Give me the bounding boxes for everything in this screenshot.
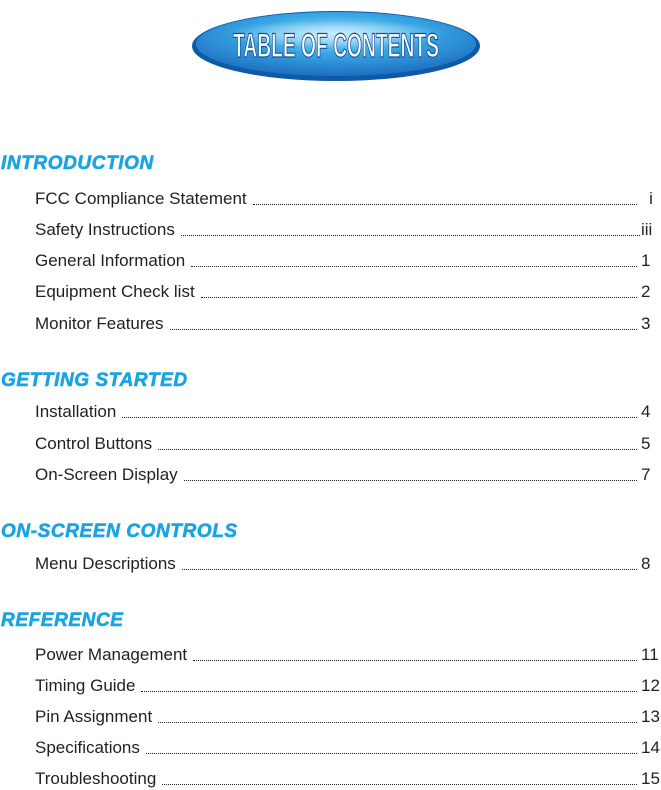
dot-leader — [193, 660, 637, 661]
section-heading-introduction: INTRODUCTION — [1, 153, 154, 174]
banner-graphic — [190, 8, 482, 82]
toc-entry-title: Equipment Check list — [35, 282, 195, 301]
dot-leader — [253, 204, 637, 205]
section-heading-reference: REFERENCE — [1, 610, 124, 631]
dot-leader — [182, 569, 637, 570]
toc-entry-title: Pin Assignment — [35, 707, 153, 726]
toc-entry-page: 13 — [641, 707, 660, 726]
dot-leader — [146, 753, 637, 754]
toc-entry-page: 1 — [641, 251, 651, 270]
toc-entry-page: 7 — [641, 465, 651, 484]
dot-leader — [158, 449, 637, 450]
toc-entry-fcc-compliance-statement[interactable] — [35, 188, 661, 210]
toc-entry-title: Specifications — [35, 738, 140, 757]
dot-leader — [181, 235, 640, 236]
toc-entry-page: 12 — [641, 676, 660, 695]
toc-entry-page: iii — [641, 220, 653, 239]
toc-entry-title: Installation — [35, 402, 117, 421]
toc-entry-page: 5 — [641, 434, 651, 453]
toc-entry-page: i — [649, 189, 653, 208]
toc-entry-page: 2 — [641, 282, 651, 301]
section-heading-getting-started: GETTING STARTED — [1, 370, 188, 391]
toc-entry-safety-instructions[interactable] — [35, 219, 661, 241]
banner-title: TABLE OF CONTENTS — [232, 26, 439, 65]
dot-leader — [122, 417, 637, 418]
toc-entry-title: Safety Instructions — [35, 220, 175, 239]
toc-entry-control-buttons[interactable] — [35, 433, 661, 455]
dot-leader — [201, 297, 637, 298]
toc-entry-title: Menu Descriptions — [35, 554, 176, 573]
toc-entry-page: 4 — [641, 402, 651, 421]
toc-entry-title: Timing Guide — [35, 676, 136, 695]
toc-entry-equipment-check-list[interactable] — [35, 281, 661, 303]
dot-leader — [162, 784, 637, 785]
toc-entry-page: 14 — [641, 738, 660, 757]
dot-leader — [141, 691, 637, 692]
toc-entry-power-management[interactable] — [35, 644, 661, 666]
toc-entry-page: 15 — [641, 769, 660, 788]
toc-entry-on-screen-display[interactable] — [35, 464, 661, 486]
toc-entry-title: Control Buttons — [35, 434, 153, 453]
toc-entry-installation[interactable] — [35, 401, 661, 423]
toc-entry-title: FCC Compliance Statement — [35, 189, 247, 208]
toc-entry-monitor-features[interactable] — [35, 313, 661, 335]
toc-entry-page: 3 — [641, 314, 651, 333]
toc-entry-title: On-Screen Display — [35, 465, 178, 484]
section-heading-on-screen-controls: ON-SCREEN CONTROLS — [1, 521, 238, 542]
toc-entry-title: Troubleshooting — [35, 769, 157, 788]
toc-entry-title: Monitor Features — [35, 314, 164, 333]
toc-entry-page: 11 — [641, 645, 659, 664]
dot-leader — [158, 722, 637, 723]
dot-leader — [191, 266, 637, 267]
toc-entry-pin-assignment[interactable] — [35, 706, 661, 728]
table-of-contents-banner — [190, 8, 482, 82]
toc-entry-page: 8 — [641, 554, 651, 573]
toc-entry-title: Power Management — [35, 645, 188, 664]
toc-entry-timing-guide[interactable] — [35, 675, 661, 697]
toc-entry-title: General Information — [35, 251, 186, 270]
dot-leader — [170, 329, 638, 330]
toc-entry-menu-descriptions[interactable] — [35, 553, 661, 575]
toc-entry-troubleshooting[interactable] — [35, 768, 661, 790]
toc-entry-general-information[interactable] — [35, 250, 661, 272]
toc-entry-specifications[interactable] — [35, 737, 661, 759]
dot-leader — [184, 480, 637, 481]
